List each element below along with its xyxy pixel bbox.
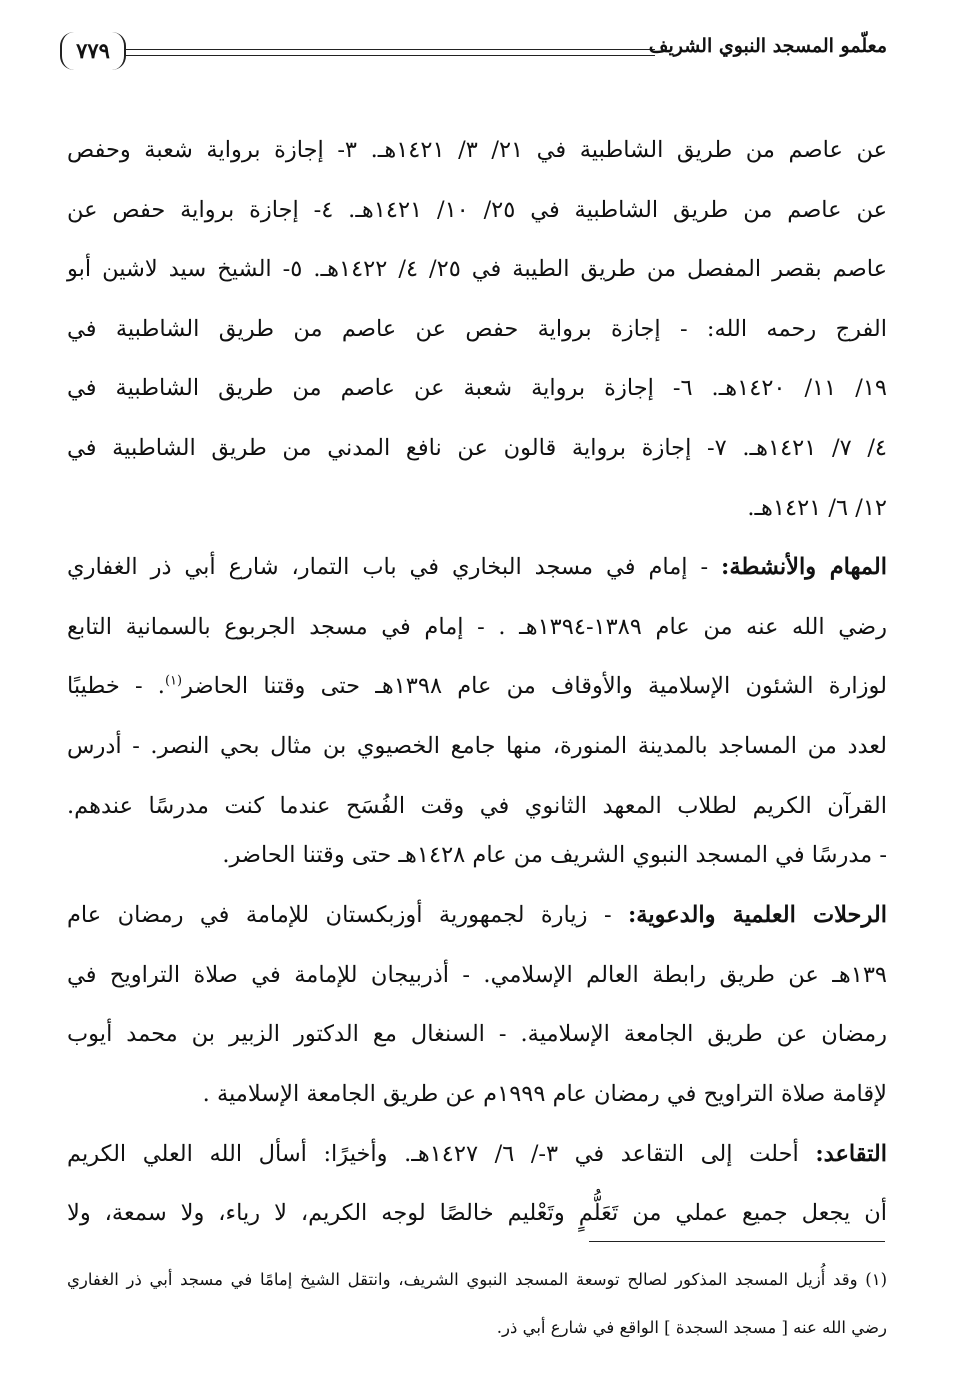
text-line: عن عاصم من طريق الشاطبية في ٢٥/ ١٠/ ١٤٢١هـ. ٤- إجازة برواية حفص عن: [67, 196, 887, 223]
text-line: القرآن الكريم لطلاب المعهد الثانوي في وقت الفُسَح عندما كنت مدرسًا عندهم.: [67, 792, 887, 819]
text-segment: . - خطيبًا: [67, 673, 165, 700]
text-line: عن عاصم من طريق الشاطبية في ٢١/ ٣/ ١٤٢١هـ. ٣- إجازة برواية شعبة وحفص: [67, 137, 888, 163]
text-line: الفرج رحمه الله: - إجازة برواية حفص عن عاصم من طريق الشاطبية في: [67, 315, 887, 342]
footnote-reference[interactable]: (١): [164, 673, 183, 689]
retirement-line: [67, 1125, 887, 1185]
main-text: [67, 121, 887, 1244]
retirement-heading: التقاعد:: [815, 1140, 888, 1167]
footnotes: [67, 1266, 887, 1362]
page-number: ٧٧٩: [60, 32, 126, 70]
text-line: لإقامة صلاة التراويح في رمضان عام ١٩٩٩م عن طريق الجامعة الإسلامية .: [202, 1080, 887, 1107]
text-line: - مدرسًا في المسجد النبوي الشريف من عام ١٤٢٨هـ حتى وقتنا الحاضر.: [222, 842, 887, 869]
trips-line: [67, 886, 887, 946]
text-line: ٤/ ٧/ ١٤٢١هـ. ٧- إجازة برواية قالون عن نافع المدني من طريق الشاطبية في: [67, 434, 888, 461]
text-line: [67, 657, 887, 717]
text-line: لعدد من المساجد بالمدينة المنورة، منها جامع الخصيوي بن مثال بحي النصر. - أدرس: [67, 732, 887, 759]
text-line: ١٣٩هـ عن طريق رابطة العالم الإسلامي. - أذربيجان للإمامة في صلاة التراويح في: [67, 961, 887, 988]
footnote-line: (١) وقد أُزيل المسجد المذكور لصالح توسعة المسجد النبوي الشريف، وانتقل الشيخ إمامًا في مسجد أبي ذر الغفاري: [67, 1270, 887, 1289]
text-line: ١٢/ ٦/ ١٤٢١هـ.: [747, 494, 887, 521]
trips-heading: الرحلات العلمية والدعوية:: [628, 902, 887, 929]
text-line: رضي الله عنه من عام ١٣٨٩-١٣٩٤هـ . - إمام في مسجد الجربوع بالسمانية التابع: [67, 613, 887, 640]
trips-text: - زيارة لجمهورية أوزبكستان للإمامة في رمضان عام: [67, 902, 628, 929]
running-header: [60, 30, 887, 76]
tasks-heading: المهام والأنشطة:: [721, 554, 887, 581]
tasks-line: [67, 538, 887, 598]
tasks-text: - إمام في مسجد البخاري في باب التمار، شارع أبي ذر الغفاري: [67, 554, 722, 581]
footnote-line: رضي الله عنه [ مسجد السجدة ] الواقع في شارع أبي ذر.: [496, 1318, 887, 1337]
text-line: ١٩/ ١١/ ١٤٢٠هـ. ٦- إجازة برواية شعبة عن عاصم من طريق الشاطبية في: [67, 375, 887, 402]
retirement-text: أحلت إلى التقاعد في ٣-/ ٦/ ١٤٢٧هـ. وأخيرًا: أسأل الله العلي الكريم: [67, 1140, 816, 1167]
running-title: معلّمو المسجد النبوي الشريف: [648, 35, 887, 57]
header-double-rule: [124, 49, 655, 56]
text-line: رمضان عن طريق الجامعة الإسلامية. - السنغال مع الدكتور الزبير بن محمد أيوب: [67, 1021, 887, 1048]
text-segment: لوزارة الشئون الإسلامية والأوقاف من عام ١٣٩٨هـ حتى وقتنا الحاضر: [182, 673, 888, 700]
text-line: عاصم بقصر المفصل من طريق الطيبة في ٢٥/ ٤/ ١٤٢٢هـ. ٥- الشيخ سيد لاشين أبو: [67, 256, 888, 283]
footnote-separator: [589, 1241, 885, 1242]
text-line: أن يجعل جميع عملي من تَعَلُّمٍ وتَعْليم خالصًا لوجه الكريم، لا رياء، ولا سمعة، ولا: [67, 1200, 887, 1227]
